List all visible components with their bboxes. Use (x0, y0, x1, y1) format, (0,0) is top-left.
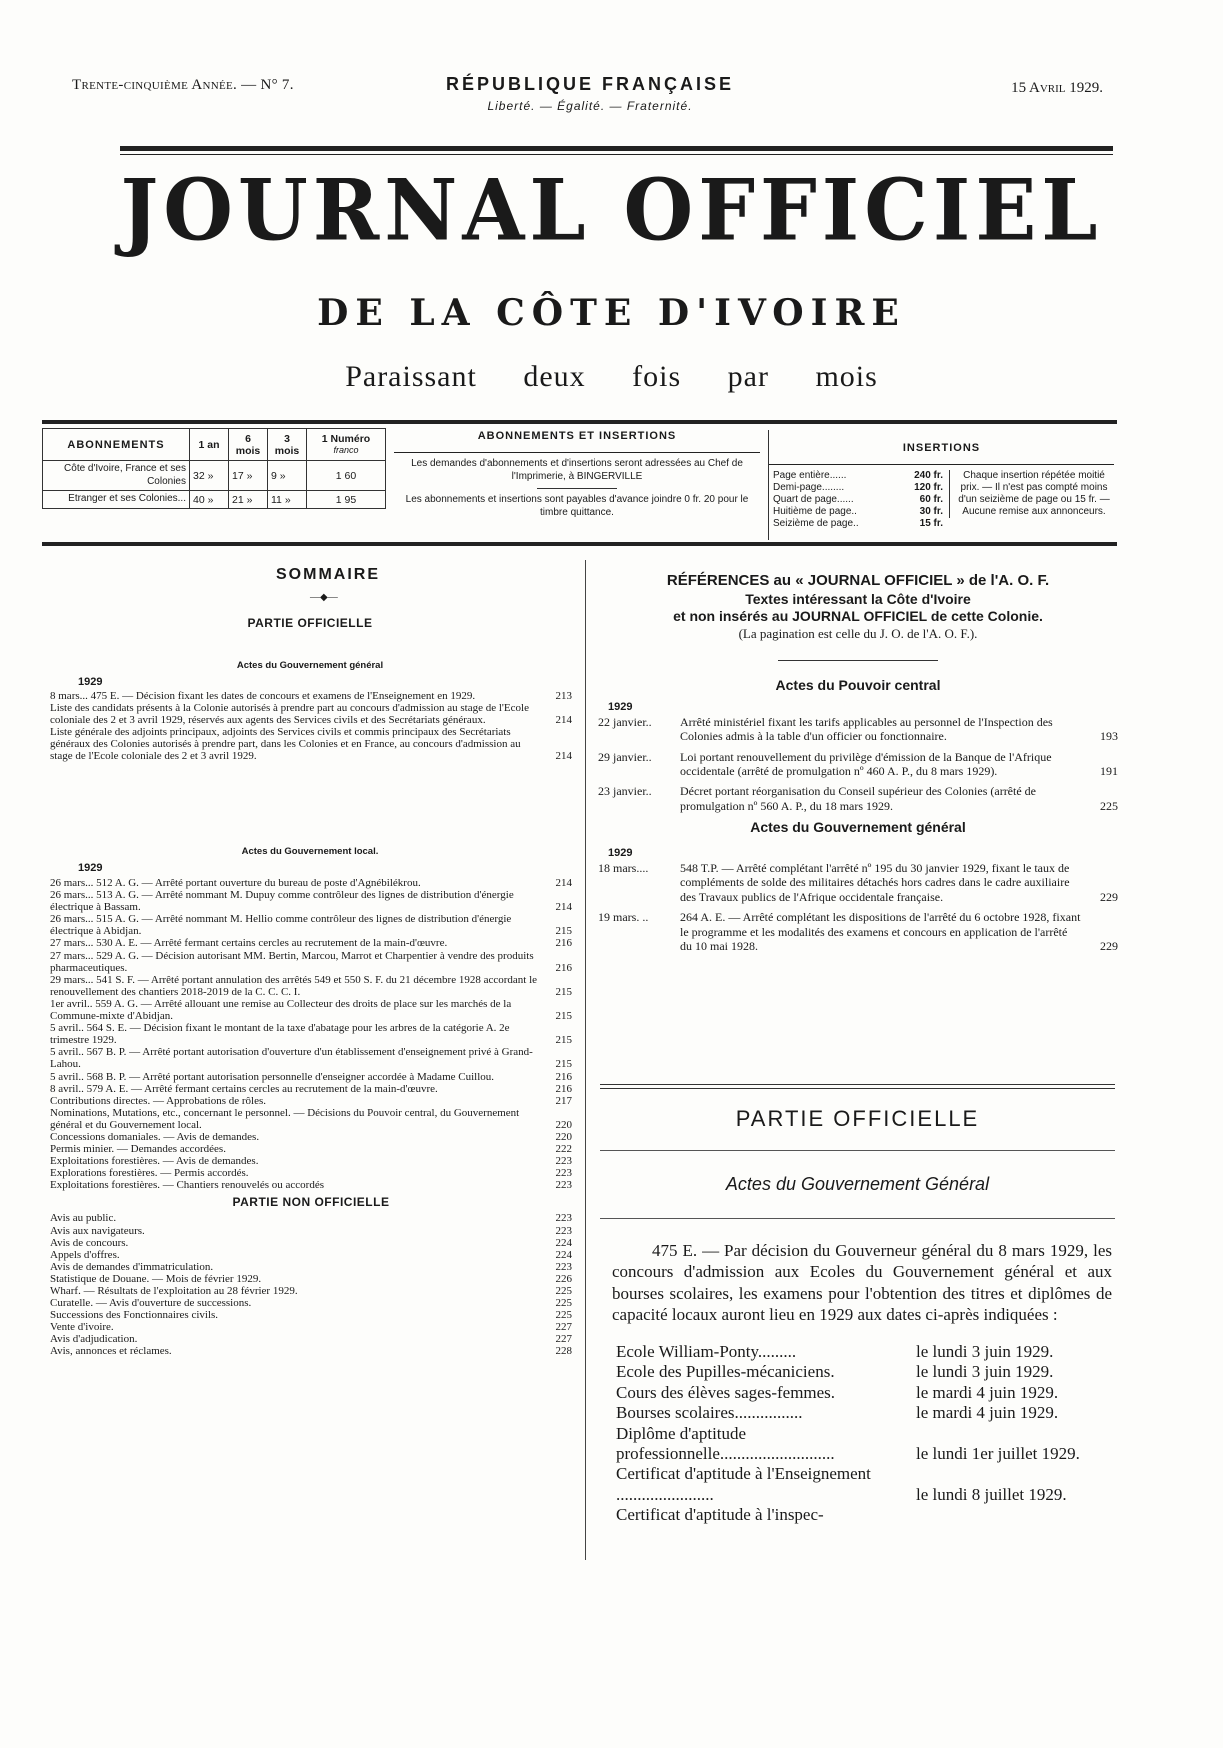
entry-date: 8 avril.. (50, 1082, 84, 1095)
list-item (50, 1143, 572, 1155)
entry-date: 8 mars... (50, 690, 88, 702)
entry-text: 264 A. E. — Arrêté complétant les dispositions de l'arrêté du 6 octobre 1928, fixant le programme et les modalités des examens et concours en application de l'arrêté du 10 mai 1928. (680, 910, 1081, 954)
middle-head: ABONNEMENTS ET INSERTIONS (477, 430, 677, 442)
entry-text: 559 A. G. — Arrêté allouant une remise au Collecteur des droits de place sur les marchés de la Commune-mixte d'Abidjan. (50, 997, 512, 1023)
ref-pouvoir-central: Actes du Pouvoir central (775, 676, 941, 693)
list-item (50, 1261, 572, 1273)
header-rule-thin (120, 154, 1113, 155)
entry-page: 215 (555, 1010, 572, 1023)
entry-page: 229 (1100, 889, 1118, 904)
entry-page: 223 (555, 1179, 572, 1192)
abonnements-table (42, 428, 386, 509)
partie-officielle-sub: Actes du Gouvernement Général (725, 1174, 990, 1194)
insertion-price: 240 fr. (914, 470, 943, 481)
entry-page: 224 (555, 1236, 572, 1249)
list-item (50, 1285, 572, 1297)
exam-date: le lundi 1er juillet 1929. (916, 1443, 1080, 1463)
abonnements-insertions-block (394, 430, 760, 519)
entry-page: 228 (555, 1345, 572, 1358)
band-bottom-rule (42, 542, 1117, 546)
entry-text: Loi portant renouvellement du privilège d'émission de la Banque de l'Afrique occidentale (arrêté de promulgation nº 460 A. P., du 8 mars 1929). (680, 749, 1052, 778)
insertion-label: Quart de page...... (773, 494, 854, 505)
decision-paragraph: 475 E. — Par décision du Gouverneur général du 8 mars 1929, les concours d'admission aux Ecoles du Gouvernement général et aux bourses scolaires, les examens pour l'obtention des titres et diplômes de capacité locaux auront lieu en 1929 aux dates ci-après indiquées : (612, 1241, 1112, 1324)
entry-text: Exploitations forestières. — Avis de demandes. (50, 1155, 259, 1168)
entry-date: 19 mars. .. (598, 910, 649, 925)
list-item (616, 1424, 1116, 1465)
ref-divider (778, 660, 938, 661)
list-item (50, 1212, 572, 1224)
partie-officielle-head: PARTIE OFFICIELLE (735, 1106, 980, 1131)
exam-date: le lundi 8 juillet 1929. (916, 1484, 1067, 1504)
list-item (50, 913, 572, 937)
references-block (598, 572, 1118, 953)
insertion-row (773, 518, 943, 530)
insertion-price: 60 fr. (919, 494, 943, 505)
entry-text: 475 E. — Décision fixant les dates de concours et examens de l'Enseignement en 1929. (90, 690, 476, 702)
journal-subtitle: DE LA CÔTE D'IVOIRE (317, 292, 906, 334)
header-rule (120, 146, 1113, 151)
list-item (598, 750, 1118, 779)
insertion-price: 120 fr. (914, 482, 943, 493)
ref-note: (La pagination est celle du J. O. de l'A. O. F.). (738, 625, 978, 641)
entry-page: 193 (1100, 729, 1118, 744)
entry-page: 226 (555, 1272, 572, 1285)
exam-dates-list (616, 1342, 1116, 1526)
entry-text: 513 A. G. — Arrêté nommant M. Dupuy comme contrôleur des lignes de distribution d'énergie électrique à Bassam. (50, 889, 514, 914)
list-item (50, 726, 572, 762)
journal-tagline: Paraissant deux fois par mois (345, 360, 878, 393)
exam-label: Bourses scolaires................ (616, 1403, 803, 1423)
entry-text: Explorations forestières. — Permis accordés. (50, 1167, 249, 1180)
entry-page: 225 (1100, 798, 1118, 813)
col-numero-sub: franco (333, 444, 359, 455)
journal-title: JOURNAL OFFICIEL (120, 160, 1103, 260)
insertion-label: Huitième de page.. (773, 506, 857, 517)
list-item (50, 1131, 572, 1143)
entry-page: 223 (555, 1167, 572, 1180)
entry-page: 215 (555, 985, 572, 998)
insertion-label: Demi-page........ (773, 482, 845, 493)
entry-text: Avis, annonces et réclames. (50, 1345, 172, 1358)
entry-page: 216 (555, 937, 572, 950)
list-item (50, 1046, 572, 1070)
entry-text: Curatelle. — Avis d'ouverture de successions. (50, 1297, 252, 1310)
list-item (50, 1095, 572, 1107)
entry-date: 26 mars... (50, 913, 94, 926)
list-item (50, 1297, 572, 1309)
entry-text: Liste générale des adjoints principaux, adjoints des Services civils et commis principaux des Secrétariats généraux des Colonies autorisés à prendre part, dans les Colonies et en France, au concours d'admission au stage de l'Ecole coloniale des 2 et 3 avril 1929. (50, 726, 521, 763)
entry-date: 1er avril.. (50, 997, 93, 1010)
entry-text: 568 B. P. — Arrêté portant autorisation personnelle d'enseigner accordée à Madame Cuillou. (86, 1070, 495, 1083)
sommaire-partie-officielle: PARTIE OFFICIELLE (247, 616, 373, 630)
insertion-label: Seizième de page.. (773, 518, 859, 529)
list-item (616, 1403, 1116, 1423)
entry-date: 29 mars... (50, 973, 94, 986)
list-item (50, 702, 572, 726)
list-item (50, 1321, 572, 1333)
entry-text: Contributions directes. — Approbations de rôles. (50, 1094, 266, 1107)
entry-page: 229 (1100, 939, 1118, 954)
col-1an: 1 an (190, 429, 229, 461)
col-numero-label: 1 Numéro (321, 433, 371, 445)
entry-text: Liste des candidats présents à la Colonie autorisés à prendre part au concours d'admission au stage de l'Ecole coloniale des 2 et 3 avril 1929, réservés aux agents des Services civils et des Secrétariats généraux. (50, 702, 529, 727)
year-issue: Trente-cinquième Année. — N° 7. (72, 77, 294, 93)
col-6mois: 6 mois (229, 429, 268, 461)
entry-page: 213 (555, 690, 572, 702)
row1-6mois: 17 » (229, 461, 268, 491)
po-rule (600, 1150, 1115, 1151)
list-item (50, 950, 572, 974)
entry-date: 5 avril.. (50, 1022, 84, 1035)
entry-text: Exploitations forestières. — Chantiers renouvelés ou accordés (50, 1179, 325, 1192)
entry-text: Statistique de Douane. — Mois de février 1929. (50, 1272, 262, 1285)
entry-text: 579 A. E. — Arrêté fermant certains cercles au recrutement de la main-d'œuvre. (86, 1082, 438, 1095)
entry-page: 216 (555, 1070, 572, 1083)
entry-page: 214 (555, 714, 572, 727)
sommaire-title: SOMMAIRE (276, 566, 380, 583)
entry-page: 223 (555, 1260, 572, 1273)
entry-text: Avis au public. (50, 1212, 117, 1225)
insertion-price: 15 fr. (919, 518, 943, 529)
exam-label: Cours des élèves sages-femmes. (616, 1382, 836, 1402)
entry-page: 220 (555, 1130, 572, 1143)
entry-page: 217 (555, 1094, 572, 1107)
list-item (50, 1179, 572, 1191)
exam-label: Certificat d'aptitude à l'inspec- (616, 1505, 824, 1525)
ref-year1: 1929 (608, 700, 633, 713)
list-item (50, 1083, 572, 1095)
row2-6mois: 21 » (229, 491, 268, 509)
list-item (50, 877, 572, 889)
list-item (598, 861, 1118, 904)
entry-text: Décret portant réorganisation du Conseil supérieur des Colonies (arrêté de promulgation nº 560 A. P., du 18 mars 1929. (680, 784, 1036, 813)
ornament-icon: —◆— (310, 592, 338, 603)
issue-date: 15 Avril 1929. (1011, 80, 1103, 96)
row2-1an: 40 » (190, 491, 229, 509)
entry-text: 512 A. G. — Arrêté portant ouverture du bureau de poste d'Agnébilékrou. (96, 877, 421, 889)
entry-text: 564 S. E. — Décision fixant le montant de la taxe d'abatage pour les arbres de la catégorie A. 2e trimestre 1929. (50, 1022, 510, 1047)
insertion-row (773, 482, 943, 494)
entry-page: 223 (555, 1224, 572, 1237)
row1-1an: 32 » (190, 461, 229, 491)
entry-page: 191 (1100, 763, 1118, 778)
entry-text: Permis minier. — Demandes accordées. (50, 1143, 226, 1156)
entry-text: Wharf. — Résultats de l'exploitation au 28 février 1929. (50, 1285, 298, 1297)
middle-rule (394, 452, 760, 453)
row2-3mois: 11 » (268, 491, 307, 509)
exam-label: Ecole William-Ponty......... (616, 1342, 797, 1361)
entry-text: 529 A. G. — Décision autorisant MM. Bertin, Marcou, Marrot et Charpentier à vendre des produits pharmaceutiques. (50, 949, 534, 974)
entry-page: 222 (555, 1143, 572, 1156)
insertions-note: Chaque insertion répétée moitié prix. — Il n'est pas compté moins d'un seizième de page ou 15 fr. — Aucune remise aux annonceurs. (949, 470, 1114, 518)
list-item (616, 1383, 1116, 1403)
entry-text: 515 A. G. — Arrêté nommant M. Hellio comme contrôleur des lignes de distribution d'énergie électrique à Abidjan. (50, 913, 512, 938)
entry-text: Avis de demandes d'immatriculation. (50, 1260, 214, 1273)
exam-label: Ecole des Pupilles-mécaniciens. (616, 1362, 835, 1382)
list-item (50, 1225, 572, 1237)
list-item (50, 1309, 572, 1321)
ref-gouv-general: Actes du Gouvernement général (750, 819, 966, 836)
column-divider (585, 560, 586, 1560)
ref-year2: 1929 (608, 847, 633, 860)
republic-block (400, 74, 780, 113)
entry-text: 541 S. F. — Arrêté portant annulation des arrêtés 549 et 550 S. F. du 21 décembre 1928 accordant le renouvellement des chantiers 2018-2019 de la C. C. C. I. (50, 973, 538, 998)
row1-label: Côte d'Ivoire, France et ses Colonies (43, 461, 190, 491)
entry-page: 223 (555, 1212, 572, 1225)
row2-label: Etranger et ses Colonies... (43, 491, 190, 509)
exam-date: le lundi 3 juin 1929. (916, 1342, 1054, 1361)
exam-date: le lundi 3 juin 1929. (916, 1362, 1054, 1382)
entry-date: 27 mars... (50, 937, 94, 950)
entry-text: 530 A. E. — Arrêté fermant certains cercles au recrutement de la main-d'œuvre. (96, 937, 448, 950)
sommaire-actes-gl: Actes du Gouvernement local. (241, 846, 379, 857)
entry-date: 27 mars... (50, 949, 94, 962)
insertions-list (773, 470, 943, 530)
entry-date: 5 avril.. (50, 1070, 84, 1083)
entry-text: Vente d'ivoire. (50, 1321, 114, 1334)
entry-page: 215 (555, 925, 572, 938)
ref-line1: RÉFÉRENCES au « JOURNAL OFFICIEL » de l'A. O. F. (666, 572, 1050, 589)
entry-date: 26 mars... (50, 877, 94, 889)
entry-page: 225 (555, 1309, 572, 1322)
entry-page: 214 (555, 877, 572, 889)
middle-p1: Les demandes d'abonnements et d'insertions seront adressées au Chef de l'Imprimerie, à BINGERVILLE (411, 458, 743, 482)
entry-date: 18 mars.... (598, 861, 649, 876)
exam-date: le mardi 4 juin 1929. (916, 1403, 1059, 1423)
list-item (50, 1022, 572, 1046)
entry-text: Avis de concours. (50, 1236, 129, 1249)
entry-date: 22 janvier.. (598, 714, 652, 729)
entry-page: 225 (555, 1297, 572, 1310)
list-item (616, 1342, 1116, 1362)
entry-page: 215 (555, 1058, 572, 1071)
insertion-row (773, 506, 943, 518)
po-rule-2 (600, 1218, 1115, 1219)
entry-page: 220 (555, 1118, 572, 1131)
list-item (50, 1167, 572, 1179)
row1-numero: 1 60 (307, 461, 386, 491)
entry-text: Arrêté ministériel fixant les tarifs applicables au personnel de l'Inspection des Colonies admis à la table d'un officier ou fonctionnaire. (680, 714, 1053, 744)
insertions-block (768, 430, 1114, 540)
sommaire-gg-list (50, 690, 572, 763)
list-item (616, 1505, 1116, 1525)
entry-page: 225 (555, 1285, 572, 1297)
entry-text: Concessions domaniales. — Avis de demandes. (50, 1130, 260, 1143)
entry-text: Appels d'offres. (50, 1248, 120, 1261)
col-numero (307, 429, 386, 461)
entry-text: Nominations, Mutations, etc., concernant le personnel. — Décisions du Pouvoir central, du Gouvernement général et du Gouvernement local. (50, 1106, 520, 1131)
sommaire-year2: 1929 (78, 862, 103, 874)
list-item (50, 998, 572, 1022)
list-item (50, 1273, 572, 1285)
band-top-rule (42, 420, 1117, 424)
entry-date: 26 mars... (50, 889, 94, 902)
sommaire-gl-list (50, 877, 572, 1358)
entry-page: 227 (555, 1321, 572, 1334)
republic-title: RÉPUBLIQUE FRANÇAISE (445, 74, 734, 94)
list-item (598, 784, 1118, 813)
abonnements-head: ABONNEMENTS (43, 429, 190, 461)
entry-text: Successions des Fonctionnaires civils. (50, 1309, 219, 1322)
entry-page: 224 (555, 1248, 572, 1261)
list-item (50, 1155, 572, 1167)
insertion-label: Page entière...... (773, 470, 847, 481)
list-item (616, 1362, 1116, 1382)
entry-page: 214 (555, 750, 572, 763)
entry-text: Avis d'adjudication. (50, 1333, 138, 1346)
list-item (598, 715, 1118, 744)
insertion-price: 30 fr. (919, 506, 943, 517)
insertions-head: INSERTIONS (902, 442, 981, 454)
ref-end-rule (600, 1084, 1115, 1089)
sommaire-partie-non-officielle: PARTIE NON OFFICIELLE (232, 1195, 390, 1210)
middle-divider (537, 488, 617, 489)
entry-page: 216 (555, 1082, 572, 1095)
list-item (50, 1237, 572, 1249)
entry-page: 215 (555, 1034, 572, 1047)
list-item (616, 1464, 1116, 1505)
entry-date: 5 avril.. (50, 1046, 84, 1059)
list-item (50, 1249, 572, 1261)
insertions-rule (769, 464, 1114, 465)
list-item (50, 974, 572, 998)
list-item (50, 1333, 572, 1345)
entry-text: 567 B. P. — Arrêté portant autorisation d'ouverture d'un établissement d'enseignement privé à Grand-Lahou. (50, 1046, 533, 1071)
list-item (598, 910, 1118, 953)
motto: Liberté. — Égalité. — Fraternité. (487, 99, 693, 113)
row2-numero: 1 95 (307, 491, 386, 509)
list-item (50, 1107, 572, 1131)
list-item (50, 1071, 572, 1083)
entry-page: 227 (555, 1333, 572, 1346)
entry-date: 29 janvier.. (598, 749, 652, 764)
exam-date: le mardi 4 juin 1929. (916, 1382, 1059, 1402)
entry-page: 216 (555, 961, 572, 974)
entry-text: Avis aux navigateurs. (50, 1224, 145, 1237)
list-item (50, 937, 572, 949)
list-item (50, 889, 572, 913)
list-item (50, 690, 572, 702)
insertion-row (773, 470, 943, 482)
ref-line3: et non insérés au JOURNAL OFFICIEL de cette Colonie. (673, 608, 1043, 625)
sommaire-year1: 1929 (78, 676, 103, 688)
middle-p2: Les abonnements et insertions sont payables d'avance joindre 0 fr. 20 pour le timbre quittance. (405, 494, 749, 518)
col-3mois: 3 mois (268, 429, 307, 461)
entry-page: 223 (555, 1155, 572, 1168)
insertion-row (773, 494, 943, 506)
entry-text: 548 T.P. — Arrêté complétant l'arrêté nº 195 du 30 janvier 1929, fixant le taux de compléments de solde des militaires détachés hors cadres dans le cadre auxiliaire des Travaux publics de l'Afrique occidentale française. (680, 861, 1070, 904)
exam-label: Certificat d'aptitude à l'Enseignement ....................... (616, 1464, 871, 1504)
exam-label: Diplôme d'aptitude professionnelle........................... (616, 1423, 835, 1463)
exam-date (916, 1505, 1116, 1525)
list-item (50, 1345, 572, 1357)
entry-page: 214 (555, 901, 572, 914)
sommaire-actes-gg: Actes du Gouvernement général (236, 660, 384, 671)
row1-3mois: 9 » (268, 461, 307, 491)
entry-date: 23 janvier.. (598, 784, 652, 799)
ref-line2: Textes intéressant la Côte d'Ivoire (745, 590, 971, 607)
